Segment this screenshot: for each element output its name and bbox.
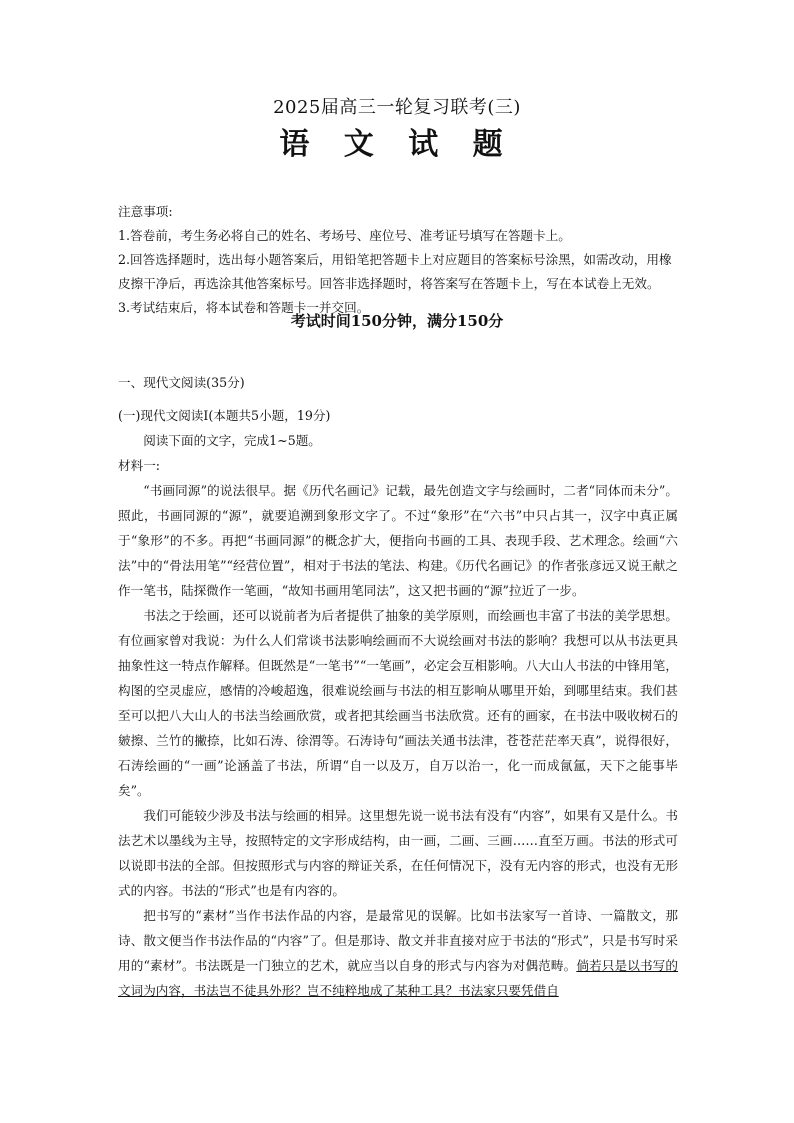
section-title: 一、现代文阅读(35分) [118, 375, 245, 390]
exam-time-line: 考试时间150分钟，满分150分 [290, 312, 504, 330]
instruction: 阅读下面的文字，完成1~5题。 [143, 433, 321, 448]
notes-item: 1.答卷前，考生务必将自己的姓名、考场号、座位号、准考证号填写在答题卡上。 [118, 228, 571, 243]
exam-title: 2025届高三一轮复习联考(三) [273, 97, 521, 118]
paragraph [118, 903, 678, 1003]
underlined-text: 倘若只是以书写的文词为内容，书法岂不徒具外形？岂不纯粹地成了某种工具？书法家只要凭借自 [118, 958, 678, 998]
paragraph: 书法之于绘画，还可以说前者为后者提供了抽象的美学原则，而绘画也丰富了书法的美学思想。有位画家曾对我说：为什么人们常谈书法影响绘画而不大说绘画对书法的影响？我想可以从书法更具抽象性这一特点作解释。但既然是“一笔书”“一笔画”，必定会互相影响。八大山人书法的中锋用笔，构图的空灵虚应，感情的冷峻超逸，很难说绘画与书法的相互影响从哪里开始，到哪里结束。我们甚至可以把八大山人的书法当绘画欣赏，或者把其绘画当书法欣赏。还有的画家，在书法中吸收树石的皴擦、兰竹的撇捺，比如石涛、徐渭等。石涛诗句“画法关通书法津，苍苍茫茫率天真”，说得很好，石涛绘画的“一画”论涵盖了书法，所谓“自一以及万，自万以治一，化一而成氤氲，天下之能事毕矣”。 [118, 608, 678, 798]
subject-title: 语 文 试 题 [279, 127, 515, 162]
notes-block [118, 200, 678, 320]
notes-item: 3.考试结束后，将本试卷和答题卡一并交回。 [118, 300, 370, 315]
paragraph: 我们可能较少涉及书法与绘画的相异。这里想先说一说书法有没有“内容”，如果有又是什么。书法艺术以墨线为主导，按照特定的文字形成结构，由一画，二画、三画……直至万画。书法的形式可以说即书法的全部。但按照形式与内容的辩证关系，在任何情况下，没有无内容的形式，也没有无形式的内容。书法的“形式”也是有内容的。 [118, 808, 678, 898]
paragraph: “书画同源”的说法很早。据《历代名画记》记载，最先创造文字与绘画时，二者“同体而未分”。照此，书画同源的“源”，就要追溯到象形文字了。不过“象形”在“六书”中只占其一，汉字中真正属于“象形”的不多。再把“书画同源”的概念扩大，便指向书画的工具、表现手段、艺术理念。绘画“六法”中的“骨法用笔”“经营位置”，相对于书法的笔法、构建。《历代名画记》的作者张彦远又说王献之作一笔书，陆探微作一笔画，“故知书画用笔同法”，这又把书画的“源”拉近了一步。 [118, 483, 678, 598]
reading-section [118, 370, 678, 1003]
subsection-title: (一)现代文阅读Ⅰ(本题共5小题，19分) [118, 408, 331, 423]
notes-item: 2.回答选择题时，选出每小题答案后，用铅笔把答题卡上对应题目的答案标号涂黑，如需改动，用橡皮擦干净后，再选涂其他答案标号。回答非选择题时，将答案写在答题卡上，写在本试卷上无效。 [118, 252, 672, 291]
material-label: 材料一: [118, 458, 161, 473]
notes-heading: 注意事项: [118, 204, 173, 219]
paragraph-text: 把书写的“素材”当作书法作品的内容，是最常见的误解。比如书法家写一首诗、一篇散文，那诗、散文便当作书法作品的“内容”了。但是那诗、散文并非直接对应于书法的“形式”，只是书写时采用的“素材”。书法既是一门独立的艺术，就应当以自身的形式与内容为对偶范畴。 [118, 908, 678, 973]
